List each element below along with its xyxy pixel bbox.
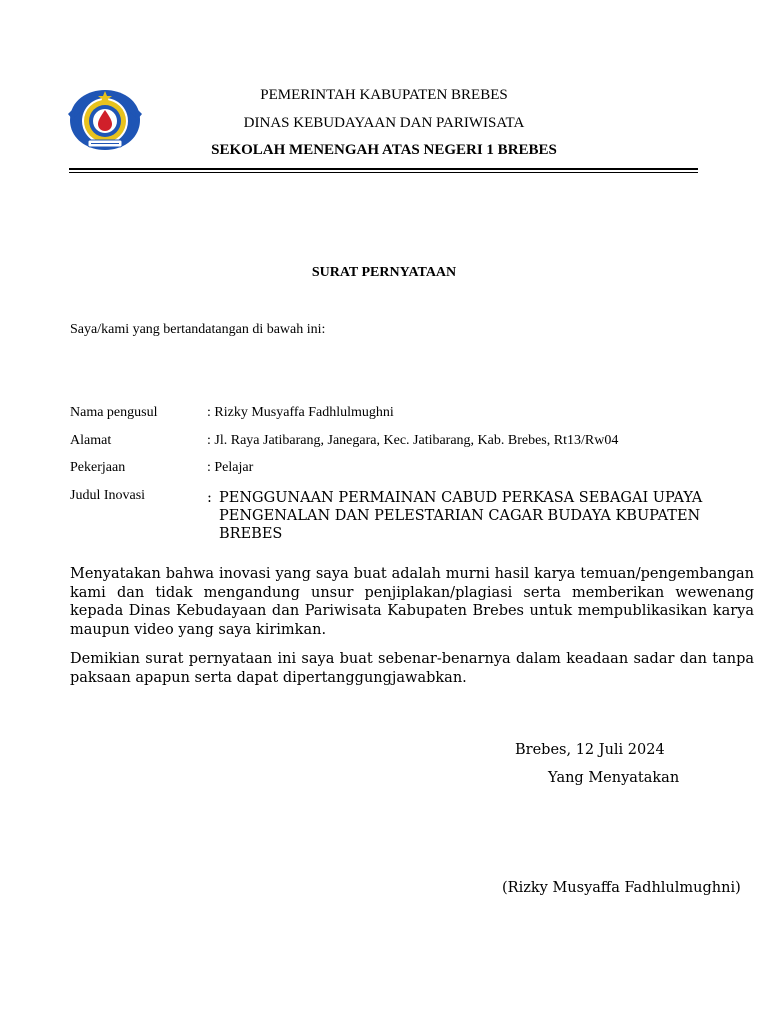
letterhead-agency: DINAS KEBUDAYAAN DAN PARIWISATA <box>243 115 525 131</box>
signature-role: Yang Menyatakan <box>548 770 680 786</box>
document-title: SURAT PERNYATAAN <box>311 265 457 280</box>
field-label: Alamat <box>70 433 112 448</box>
field-value: : Rizky Musyaffa Fadhlulmughni <box>207 405 394 420</box>
intro-text: Saya/kami yang bertandatangan di bawah ini: <box>70 322 326 337</box>
field-value: : Pelajar <box>207 460 254 475</box>
letterhead-divider-thick <box>69 168 698 170</box>
signature-place-date: Brebes, 12 Juli 2024 <box>515 742 665 758</box>
field-label: Nama pengusul <box>70 405 158 420</box>
innovation-title-value <box>207 489 767 543</box>
letterhead-government: PEMERINTAH KABUPATEN BREBES <box>260 87 508 103</box>
field-value: : Jl. Raya Jatibarang, Janegara, Kec. Jatibarang, Kab. Brebes, Rt13/Rw04 <box>207 433 619 448</box>
signature-name: (Rizky Musyaffa Fadhlulmughni) <box>502 880 741 896</box>
statement-paragraph: Menyatakan bahwa inovasi yang saya buat adalah murni hasil karya temuan/pengembangan kami dan tidak mengandung unsur penjiplakan/plagiasi serta memberikan wewenang kepada Dinas Kebudayaan dan Pariwisata Kabupaten Brebes untuk mempublikasikan karya maupun video yang saya kirimkan. <box>70 566 754 638</box>
field-colon: : <box>207 490 212 506</box>
letterhead-school: SEKOLAH MENENGAH ATAS NEGERI 1 BREBES <box>211 142 557 158</box>
field-label: Judul Inovasi <box>70 488 146 503</box>
field-value: PENGGUNAAN PERMAINAN CABUD PERKASA SEBAGAI UPAYA PENGENALAN DAN PELESTARIAN CAGAR BUDAYA KBUPATEN BREBES <box>219 490 703 542</box>
letterhead-divider-thin <box>69 172 698 173</box>
closing-paragraph: Demikian surat pernyataan ini saya buat sebenar-benarnya dalam keadaan sadar dan tanpa paksaan apapun serta dapat dipertanggungjawabkan. <box>70 651 754 686</box>
field-label: Pekerjaan <box>70 460 126 475</box>
